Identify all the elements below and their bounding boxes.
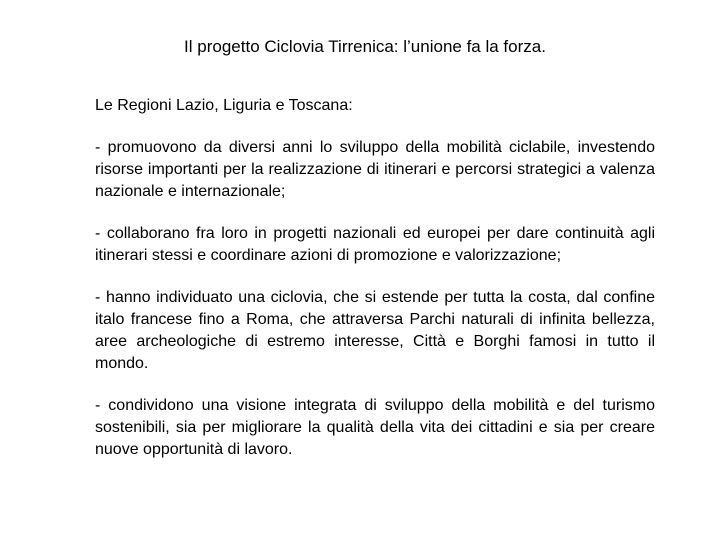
paragraph-promote: - promuovono da diversi anni lo sviluppo della mobilità ciclabile, investendo risorse importanti per la realizzazione di itinerari e percorsi strategici a valenza nazionale e internazionale; [95,139,655,200]
paragraph-cycle-route: - hanno individuato una ciclovia, che si estende per tutta la costa, dal confine italo francese fino a Roma, che attraversa Parchi naturali di infinita bellezza, aree archeologiche di estremo interesse, Città e Borghi famosi in tutto il mondo. [95,289,655,372]
intro-text: Le Regioni Lazio, Liguria e Toscana: [95,97,353,114]
slide-title: Il progetto Ciclovia Tirrenica: l’unione fa la forza. [184,37,546,56]
paragraph-shared-vision: - condividono una visione integrata di sviluppo della mobilità e del turismo sostenibili, sia per migliorare la qualità della vita dei cittadini e sia per creare nuove opportunità di lavoro. [95,397,655,458]
slide-body [95,95,655,481]
paragraph-collaborate: - collaborano fra loro in progetti nazionali ed europei per dare continuità agli itinerari stessi e coordinare azioni di promozione e valorizzazione; [95,225,655,264]
